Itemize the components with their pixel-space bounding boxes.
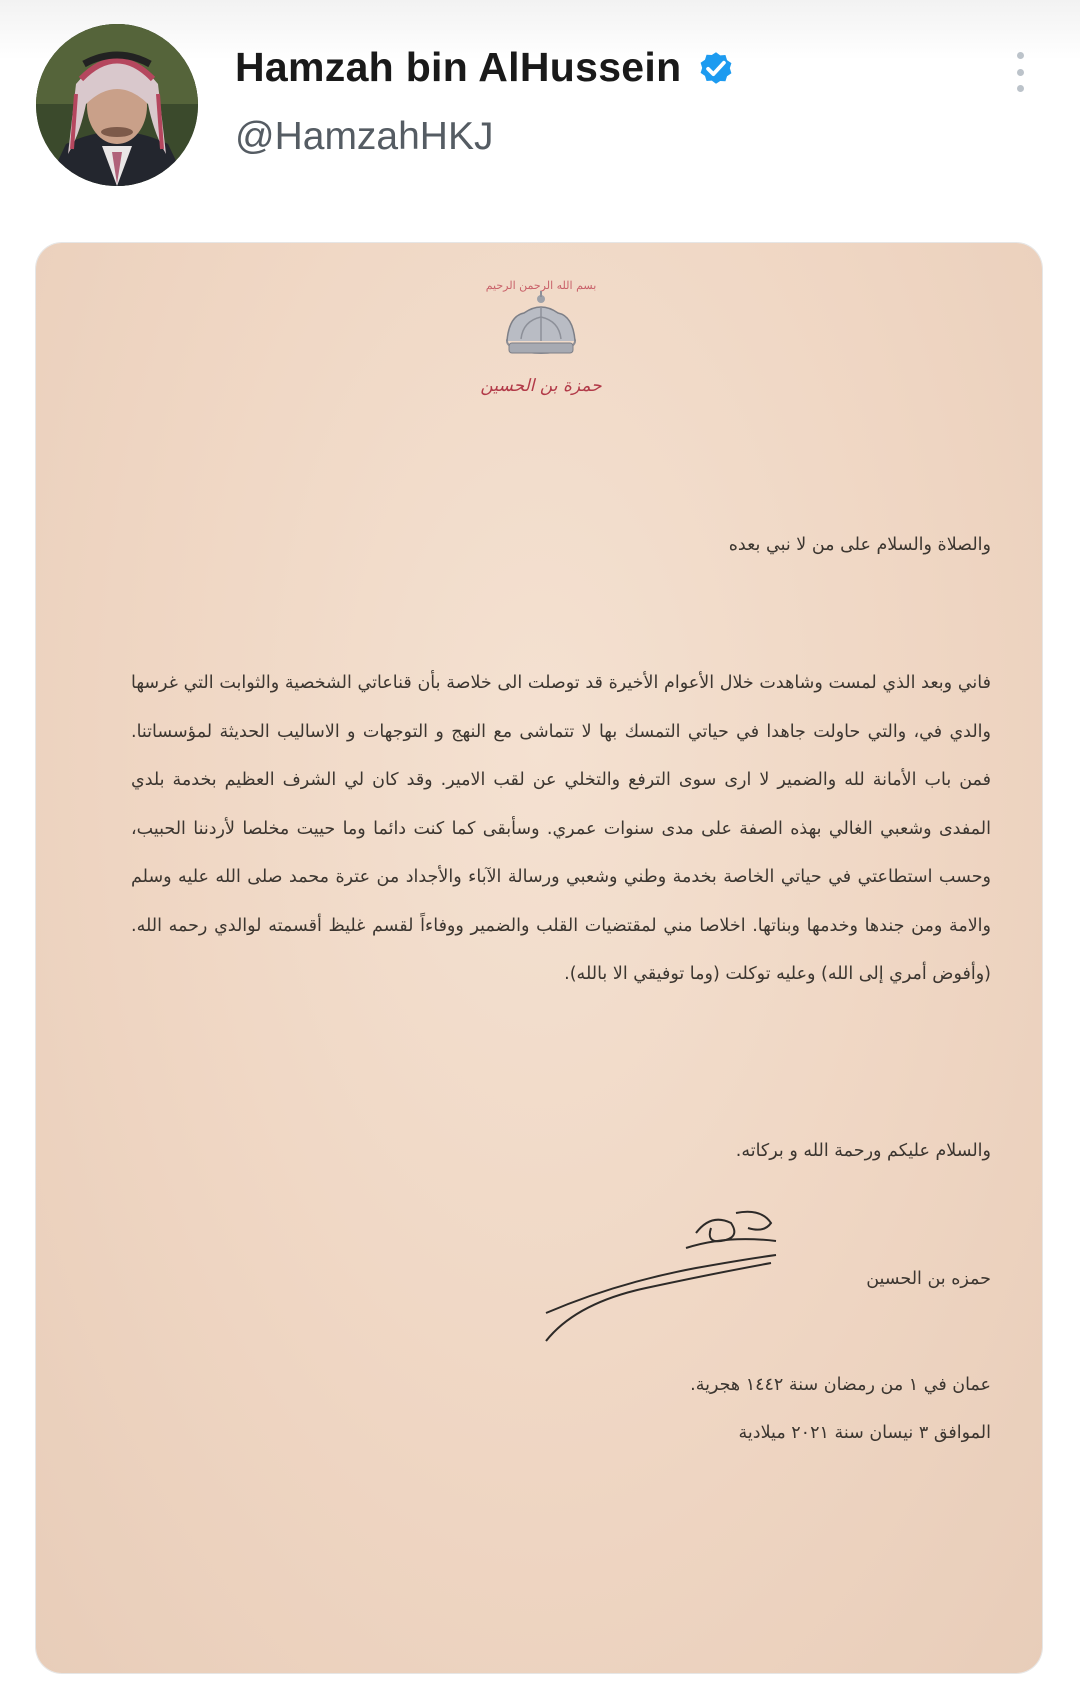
royal-crown-letterhead — [446, 271, 636, 401]
signatory-name: حمزه بن الحسين — [866, 1269, 991, 1289]
crown-icon — [507, 291, 575, 353]
profile-handle[interactable]: @HamzahHKJ — [235, 115, 494, 158]
date-gregorian: الموافق ٣ نيسان سنة ٢٠٢١ ميلادية — [738, 1423, 991, 1443]
avatar[interactable] — [36, 24, 198, 186]
letter-salutation: والصلاة والسلام على من لا نبي بعده — [728, 535, 991, 555]
letter-closing: والسلام عليكم ورحمة الله و بركاته. — [735, 1141, 991, 1161]
verified-badge-icon — [695, 47, 737, 89]
handwritten-signature — [536, 1193, 836, 1343]
profile-name-row — [235, 44, 737, 91]
more-vertical-icon[interactable] — [1010, 52, 1030, 92]
basmala-text: بسم الله الرحمن الرحيم — [485, 279, 597, 292]
letter-image[interactable] — [36, 243, 1042, 1673]
letter-paragraph: فاني وبعد الذي لمست وشاهدت خلال الأعوام الأخيرة قد توصلت الى خلاصة بأن قناعاتي الشخصية والثوابت التي غرسها والدي في، والتي حاولت جاهدا في حياتي التمسك بها لا تتماشى مع النهج و التوجهات و الاساليب الحديثة لمؤسساتنا. فمن باب الأمانة لله والضمير لا ارى سوى الترفع والتخلي عن لقب الامير. وقد كان لي الشرف العظيم بخدمة بلدي المفدى وشعبي الغالي بهذه الصفة على مدى سنوات عمري. وسأبقى كما كنت دائما وما حييت مخلصا لأردننا الحبيب، وحسب استطاعتي في حياتي الخاصة بخدمة وطني وشعبي ورسالة الآباء والأجداد من عترة محمد صلى الله عليه وسلم والامة ومن جندها وخدمها وبناتها. اخلاصا مني لمقتضيات القلب والضمير ووفاءاً لقسم غليظ أقسمته لوالدي رحمه الله. (وأفوض أمري إلى الله) وعليه توكلت (وما توفيقي الا بالله). — [131, 673, 991, 984]
date-hijri: عمان في ١ من رمضان سنة ١٤٤٢ هجرية. — [690, 1375, 991, 1395]
letterhead-name: حمزة بن الحسين — [480, 376, 602, 396]
profile-name[interactable]: Hamzah bin AlHussein — [235, 44, 682, 90]
